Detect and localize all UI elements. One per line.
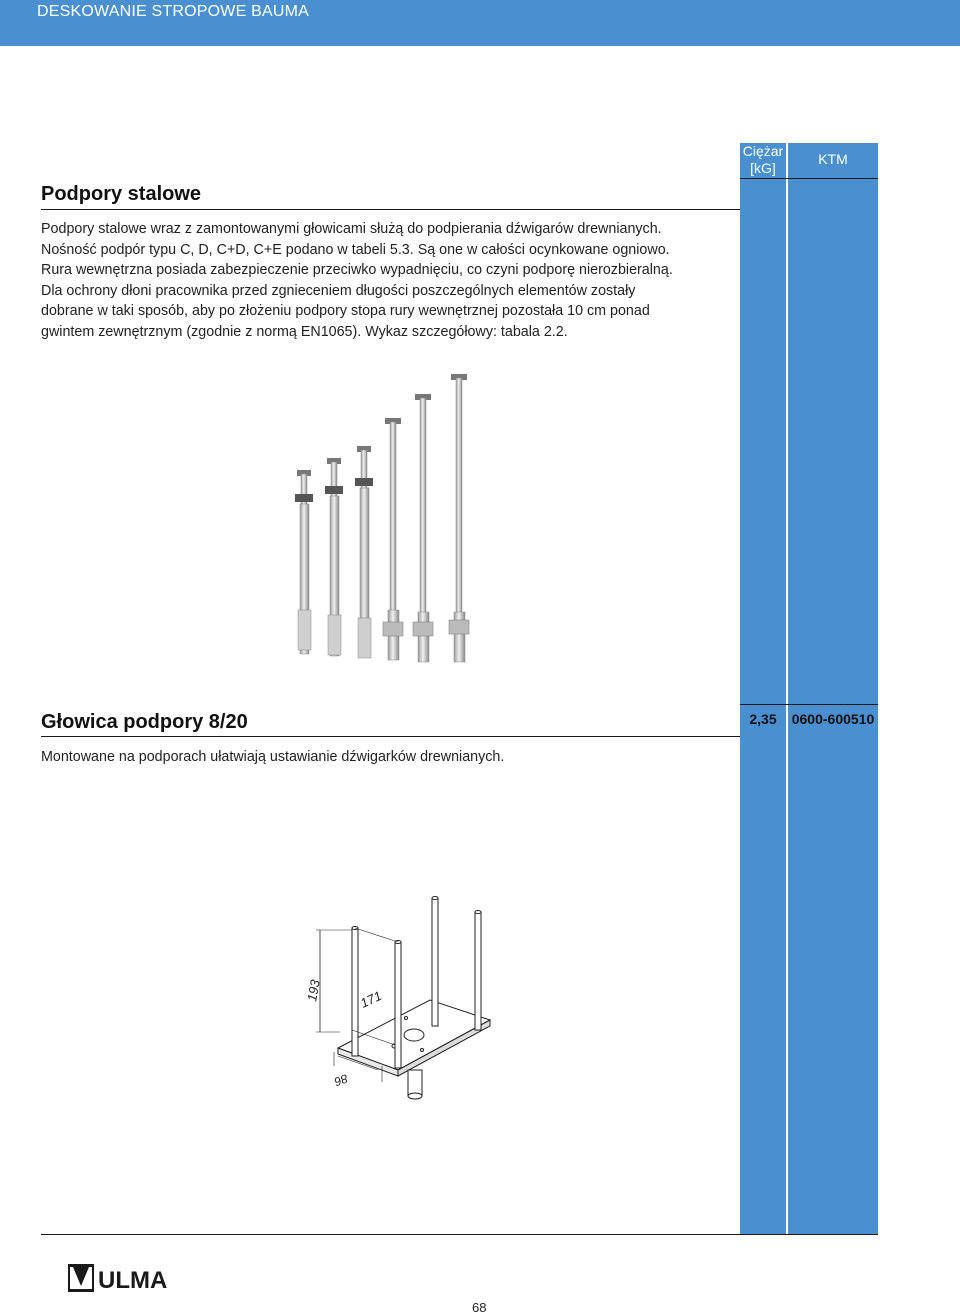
prop-head-weight: 2,35	[749, 711, 777, 727]
prop-3	[355, 446, 373, 658]
prop-2	[325, 458, 343, 656]
prop-6	[449, 374, 469, 662]
prop-head-ktm: 0600-600510	[791, 711, 875, 727]
ktm-column	[788, 143, 878, 1235]
description-line: dobrane w taki sposób, aby po złożeniu podpory stopa rury wewnętrznej pozostała 10 cm ponad	[41, 303, 650, 320]
section-description	[41, 219, 741, 343]
section-divider	[41, 736, 740, 737]
description-line: Nośność podpór typu C, D, C+D, C+E podano w tabeli 5.3. Są one w całości ocynkowane ogniowo.	[41, 241, 670, 258]
prop-1	[295, 470, 313, 654]
bottom-rule	[41, 1234, 878, 1235]
prop-4	[383, 418, 403, 660]
post	[352, 928, 358, 1056]
section-divider	[41, 209, 740, 210]
dimension-193-label: 193	[304, 978, 323, 1003]
section-title-steel-props: Podpory stalowe	[41, 183, 202, 205]
prop-head-description	[41, 747, 741, 768]
prop-head-drawing	[290, 890, 500, 1110]
logo-text: ULMA	[98, 1267, 168, 1292]
description-line: Dla ochrony dłoni pracownika przed zgnieceniem długości poszczególnych elementów zostały	[41, 282, 636, 299]
steel-props-illustration	[285, 370, 495, 670]
post	[395, 942, 401, 1068]
header-title: DESKOWANIE STROPOWE BAUMA	[37, 3, 309, 20]
table-row-rule	[740, 704, 878, 705]
table-header-rule	[740, 178, 878, 179]
weight-column	[740, 143, 786, 1235]
post	[432, 898, 438, 1026]
prop-5	[413, 394, 433, 662]
section-title-prop-head: Głowica podpory 8/20	[41, 711, 248, 733]
description-line: Podpory stalowe wraz z zamontowanymi głowicami służą do podpierania dźwigarów drewnianych.	[41, 221, 662, 237]
header-bar	[0, 0, 960, 46]
description-line: gwintem zewnętrznym (zgodnie z normą EN1065). Wykaz szczegółowy: tabala 2.2.	[41, 323, 568, 340]
ulma-logo	[68, 1264, 178, 1292]
ktm-column-header: KTM	[818, 151, 848, 167]
post	[475, 912, 481, 1030]
description-line: Rura wewnętrzna posiada zabezpieczenie przeciwko wypadnięciu, co czyni podporę nierozbieralną.	[41, 262, 673, 279]
description-line: Montowane na podporach ułatwiają ustawianie dźwigarków drewnianych.	[41, 749, 505, 765]
page-number: 68	[472, 1300, 487, 1315]
dimension-171-label: 171	[357, 987, 384, 1011]
dimension-86-label: 86	[332, 1071, 350, 1089]
weight-column-header: Ciężar [kG]	[742, 143, 784, 176]
